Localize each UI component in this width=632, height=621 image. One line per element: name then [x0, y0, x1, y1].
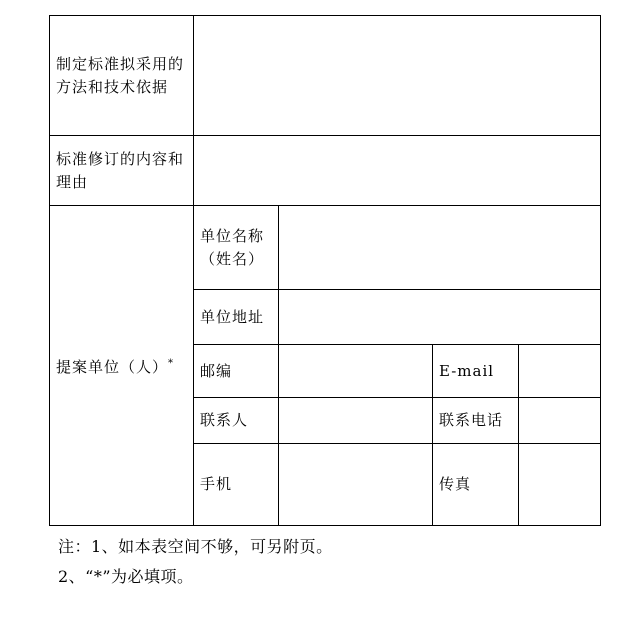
methods-label: [50, 16, 194, 136]
unit-name-value-cell[interactable]: [279, 206, 601, 290]
fax-value-cell[interactable]: [519, 444, 601, 526]
unit-name-label-text: 单位名称（姓名）: [200, 226, 265, 268]
footnote-2: 2、“*”为必填项。: [58, 567, 194, 586]
postcode-label-text: 邮编: [200, 361, 233, 380]
unit-name-label: [194, 206, 279, 290]
mobile-label: [194, 444, 279, 526]
email-label-text: E-mail: [439, 361, 495, 380]
required-mark: *: [168, 358, 175, 369]
postcode-label: [194, 345, 279, 398]
proposer-label-text: 提案单位（人）: [56, 358, 169, 376]
methods-value-cell[interactable]: [194, 16, 601, 136]
revision-value-cell[interactable]: [194, 136, 601, 206]
unit-address-label-text: 单位地址: [200, 307, 265, 326]
fax-label-text: 传真: [439, 475, 472, 493]
methods-label-text: 制定标准拟采用的方法和技术依据: [56, 54, 185, 96]
revision-label: [50, 136, 194, 206]
contact-value-cell[interactable]: [279, 398, 433, 444]
proposer-label: [50, 206, 194, 526]
mobile-value-cell[interactable]: [279, 444, 433, 526]
postcode-value-cell[interactable]: [279, 345, 433, 398]
mobile-label-text: 手机: [200, 475, 233, 493]
email-label: [433, 345, 519, 398]
revision-row: [50, 136, 601, 206]
unit-address-label: [194, 290, 279, 345]
proposal-form-table: [49, 15, 601, 526]
phone-value-cell[interactable]: [519, 398, 601, 444]
contact-label-text: 联系人: [200, 411, 249, 429]
contact-label: [194, 398, 279, 444]
unit-name-row: [50, 206, 601, 290]
fax-label: [433, 444, 519, 526]
methods-row: [50, 16, 601, 136]
email-value-cell[interactable]: [519, 345, 601, 398]
revision-label-text: 标准修订的内容和理由: [56, 149, 185, 191]
phone-label: [433, 398, 519, 444]
unit-address-value-cell[interactable]: [279, 290, 601, 345]
phone-label-text: 联系电话: [439, 411, 504, 429]
footnote-1: 注：1、如本表空间不够，可另附页。: [58, 537, 333, 556]
footnotes: [58, 532, 333, 592]
